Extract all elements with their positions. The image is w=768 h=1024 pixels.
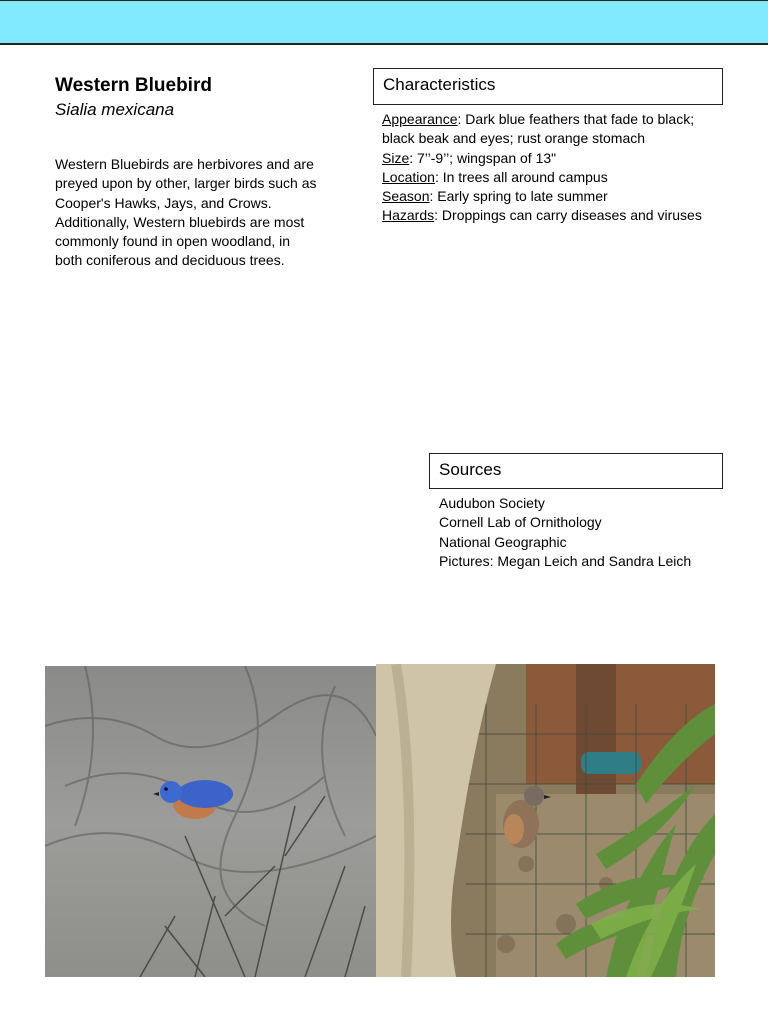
characteristic-text: : Dark blue feathers that fade to black; black beak and eyes; rust orange stomach <box>382 111 695 147</box>
sources-heading: Sources <box>439 460 502 479</box>
species-scientific-name: Sialia mexicana <box>55 100 175 119</box>
characteristic-item-hazards <box>382 206 722 225</box>
characteristic-item-size <box>382 149 722 168</box>
characteristic-label: Appearance <box>382 111 458 127</box>
characteristic-text: : In trees all around campus <box>434 168 608 185</box>
characteristic-text: : Early spring to late summer <box>429 188 608 205</box>
characteristics-list <box>382 110 722 226</box>
characteristic-label: Size <box>382 149 410 166</box>
header-bar <box>0 0 768 45</box>
sources-list <box>439 494 729 571</box>
characteristic-item-appearance <box>382 110 722 149</box>
source-item: Pictures: Megan Leich and Sandra Leich <box>439 552 692 569</box>
characteristic-label: Hazards <box>382 207 435 224</box>
species-common-name: Western Bluebird <box>55 75 212 96</box>
characteristics-heading-box <box>373 68 723 105</box>
bluebird-photo-branch <box>45 666 376 977</box>
source-item: Cornell Lab of Ornithology <box>439 514 602 531</box>
source-item: National Geographic <box>439 533 567 550</box>
source-item: Audubon Society <box>439 495 545 511</box>
characteristic-text: : Droppings can carry diseases and viruses <box>434 207 702 224</box>
sources-heading-box <box>429 453 723 489</box>
characteristics-heading: Characteristics <box>383 75 496 94</box>
characteristic-item-season <box>382 187 722 206</box>
characteristic-label: Location <box>382 168 435 185</box>
characteristic-text: : 7’’-9’’; wingspan of 13" <box>409 149 557 166</box>
characteristic-item-location <box>382 168 722 187</box>
bluebird-photo-garden <box>376 664 715 977</box>
characteristic-label: Season <box>382 188 430 205</box>
species-description: Western Bluebirds are herbivores and are preyed upon by other, larger birds such as Cooper's Hawks, Jays, and Crows. Additionally, Western bluebirds are most commonly found in open woodland, in both coniferous and deciduous trees. <box>55 156 317 269</box>
